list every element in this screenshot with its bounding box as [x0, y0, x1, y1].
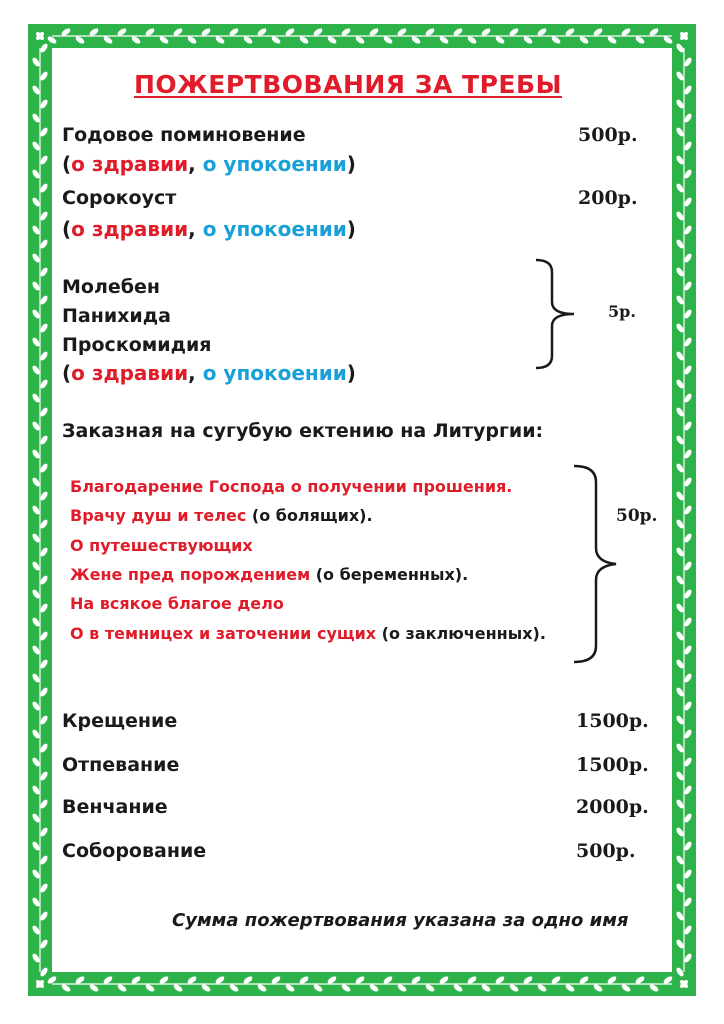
- comma: ,: [188, 152, 196, 176]
- litany-line-3-red: О путешествующих: [70, 536, 253, 555]
- paren-close: ): [346, 361, 356, 385]
- item-annual-commemoration-price: 500р.: [578, 124, 638, 146]
- comma: ,: [188, 361, 196, 385]
- litany-line-5-red: На всякое благое дело: [70, 594, 284, 613]
- litany-line-2-black: (о болящих).: [251, 506, 373, 525]
- litany-line-2-red: Врачу душ и телес: [70, 506, 247, 525]
- paren-open: (: [62, 361, 72, 385]
- sacrament-wedding-price: 2000р.: [576, 796, 649, 818]
- sacrament-unction-price: 500р.: [576, 840, 636, 862]
- paren-open: (: [62, 217, 72, 241]
- footnote: Сумма пожертвования указана за одно имя: [172, 910, 629, 931]
- item-annual-commemoration-label: Годовое поминовение: [62, 124, 306, 146]
- health-label: о здравии: [71, 152, 189, 176]
- item-sorokoust-label: Сорокоуст: [62, 187, 177, 209]
- service-panikhida: Панихида: [62, 305, 171, 327]
- litany-heading: Заказная на сугубую ектению на Литургии:: [62, 420, 544, 442]
- sacrament-funeral-label: Отпевание: [62, 754, 180, 776]
- litany-line-6-black: (о заключенных).: [381, 624, 546, 643]
- litany-line-2: [70, 506, 373, 525]
- litany-line-3: [70, 536, 253, 555]
- litany-line-1: [70, 477, 512, 496]
- litany-line-4-red: Жене пред порождением: [70, 565, 311, 584]
- repose-label: о упокоении: [202, 217, 347, 241]
- sacrament-baptism-label: Крещение: [62, 710, 178, 732]
- litany-line-4-black: (о беременных).: [315, 565, 469, 584]
- health-repose-line-3: [62, 361, 356, 385]
- litany-line-4: [70, 565, 468, 584]
- health-repose-line-1: [62, 152, 356, 176]
- item-sorokoust-price: 200р.: [578, 187, 638, 209]
- page-title: ПОЖЕРТВОВАНИЯ ЗА ТРЕБЫ: [134, 70, 562, 99]
- sacrament-baptism-price: 1500р.: [576, 710, 649, 732]
- paren-close: ): [346, 217, 356, 241]
- litany-line-1-red: Благодарение Господа о получении прошения.: [70, 477, 513, 496]
- repose-label: о упокоении: [202, 152, 347, 176]
- service-moleben: Молебен: [62, 276, 161, 298]
- litany-line-6: [70, 624, 546, 643]
- litany-line-5: [70, 594, 284, 613]
- health-repose-line-2: [62, 217, 356, 241]
- litany-brace: [570, 464, 620, 664]
- group-price: 5р.: [608, 302, 636, 321]
- health-label: о здравии: [71, 217, 189, 241]
- service-proskomidia: Проскомидия: [62, 334, 212, 356]
- comma: ,: [188, 217, 196, 241]
- sacrament-unction-label: Соборование: [62, 840, 207, 862]
- paren-close: ): [346, 152, 356, 176]
- health-label: о здравии: [71, 361, 189, 385]
- sacrament-wedding-label: Венчание: [62, 796, 168, 818]
- litany-line-6-red: О в темницех и заточении сущих: [70, 624, 377, 643]
- litany-price: 50р.: [616, 506, 658, 526]
- paren-open: (: [62, 152, 72, 176]
- sacrament-funeral-price: 1500р.: [576, 754, 649, 776]
- group-brace: [532, 258, 582, 370]
- repose-label: о упокоении: [202, 361, 347, 385]
